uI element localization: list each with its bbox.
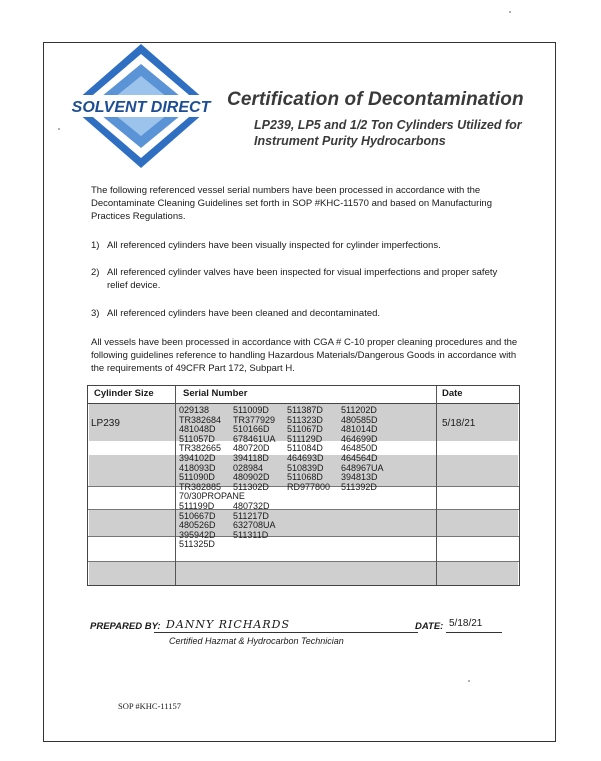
list-text: All referenced cylinders have been cleaned and decontaminated. [107, 308, 381, 319]
serial-number [287, 531, 341, 541]
serial-number-grid [179, 406, 439, 550]
serial-number [287, 502, 341, 512]
subtitle-line-1: LP239, LP5 and 1/2 Ton Cylinders Utilized for [254, 118, 522, 132]
serial-number: 511129D [287, 433, 323, 444]
serial-number [287, 512, 341, 522]
serial-number: 464699D [341, 433, 378, 444]
serial-number: 511323D [287, 414, 323, 425]
scan-speck [58, 128, 60, 130]
serial-number: 481048D [179, 424, 216, 435]
serial-row [179, 512, 439, 522]
serial-number [287, 521, 341, 531]
serial-number: 480902D [233, 472, 270, 483]
serial-number [341, 540, 395, 550]
serial-number: 464693D [287, 452, 324, 463]
scan-speck [468, 680, 470, 682]
closing-paragraph: All vessels have been processed in accordance with CGA # C-10 proper cleaning procedures and the following guidelines reference to handling Hazardous Materials/Dangerous Goods in accordance with the requirements of 49CFR Part 172, Subpart H. [91, 337, 518, 374]
header-cylinder-size: Cylinder Size [94, 388, 154, 399]
serial-number: RD977800 [287, 481, 331, 492]
cylinder-size-value: LP239 [91, 418, 120, 429]
serial-number [341, 502, 395, 512]
serial-number: 394118D [233, 452, 269, 463]
serial-number: 511311D [233, 529, 269, 540]
column-divider [175, 386, 176, 585]
serial-number: 394102D [179, 452, 216, 463]
serial-number: 511202D [341, 405, 377, 415]
serial-number [341, 512, 395, 522]
serial-row [179, 531, 439, 541]
header-date: Date [442, 388, 463, 399]
serial-number: 510166D [233, 424, 270, 435]
serial-number: 511199D [179, 500, 215, 511]
serial-number [341, 531, 395, 541]
intro-paragraph: The following referenced vessel serial numbers have been processed in accordance with the Decontaminate Cleaning Guidelines set forth in SOP #KHC-11570 and based on Manufacturing Practices Regulations. [91, 185, 493, 222]
serial-number: TR382885 [179, 481, 222, 492]
serial-number: 418093D [179, 462, 216, 473]
signature-line [154, 632, 418, 633]
serial-number [341, 492, 395, 502]
serial-number: 511009D [233, 405, 269, 415]
serial-number: 511090D [179, 472, 215, 483]
list-number: 1) [91, 240, 100, 251]
list-number: 2) [91, 267, 100, 278]
serial-number: 511302D [233, 481, 269, 492]
serial-number: 029138 [179, 405, 210, 415]
serial-number: 395942D [179, 529, 216, 540]
serial-number: 511057D [179, 433, 215, 444]
preparer-title: Certified Hazmat & Hydrocarbon Technician [169, 636, 344, 646]
date-line [446, 632, 502, 633]
serial-number: 511067D [287, 424, 323, 435]
serial-row [179, 502, 439, 512]
logo-text: SOLVENT DIRECT [71, 99, 211, 116]
serial-number: 648967UA [341, 462, 384, 473]
serial-number [341, 521, 395, 531]
serial-number: 511217D [233, 510, 269, 521]
document-subtitle [254, 117, 522, 149]
serial-number: 511068D [287, 472, 323, 483]
serial-number: 511387D [287, 405, 323, 415]
shaded-row [89, 561, 518, 585]
serial-row [179, 540, 439, 550]
serial-number: TR377929 [233, 414, 276, 425]
subtitle-line-2: Instrument Purity Hydrocarbons [254, 134, 446, 148]
serial-number: 464564D [341, 452, 378, 463]
signature-area [90, 618, 530, 658]
serial-number: 480526D [179, 520, 216, 531]
date-label: DATE: [415, 621, 444, 632]
serial-number: TR382684 [179, 414, 222, 425]
scan-speck [509, 11, 511, 13]
serial-table [87, 385, 520, 586]
serial-number: 464850D [341, 443, 378, 454]
serial-number: 511392D [341, 481, 377, 492]
diamond-logo-icon [66, 42, 216, 170]
table-header [88, 386, 519, 404]
serial-number: 480720D [233, 443, 270, 454]
sop-reference: SOP #KHC-11157 [118, 701, 182, 711]
serial-number: 510667D [179, 510, 216, 521]
serial-number: 70/30PROPANE [179, 491, 245, 502]
serial-number: 510839D [287, 462, 324, 473]
serial-row [179, 521, 439, 531]
serial-number: 511084D [287, 443, 323, 454]
serial-number: 480732D [233, 500, 270, 511]
serial-number: TR382665 [179, 443, 222, 454]
serial-number: 678461UA [233, 433, 276, 444]
serial-number: 480585D [341, 414, 378, 425]
serial-number [287, 540, 341, 550]
serial-number [287, 492, 341, 502]
date-value: 5/18/21 [449, 618, 483, 629]
serial-number: 028984 [233, 462, 264, 473]
prepared-by-label: PREPARED BY: [90, 621, 161, 632]
list-number: 3) [91, 308, 100, 319]
row-divider [88, 561, 519, 562]
document-title: Certification of Decontamination [227, 89, 524, 110]
list-text: All referenced cylinders have been visually inspected for cylinder imperfections. [107, 240, 441, 251]
serial-number: 632708UA [233, 520, 276, 531]
serial-number: 394813D [341, 472, 378, 483]
solvent-direct-logo [66, 42, 216, 170]
header-serial-number: Serial Number [183, 388, 248, 399]
table-date-value: 5/18/21 [442, 418, 476, 429]
serial-row [179, 492, 439, 502]
serial-number: 481014D [341, 424, 378, 435]
list-text: All referenced cylinder valves have been inspected for visual imperfections and proper safety relief device. [107, 267, 498, 291]
preparer-signature: DANNY RICHARDS [166, 618, 290, 631]
serial-number [233, 540, 287, 550]
serial-number: 511325D [179, 539, 215, 550]
